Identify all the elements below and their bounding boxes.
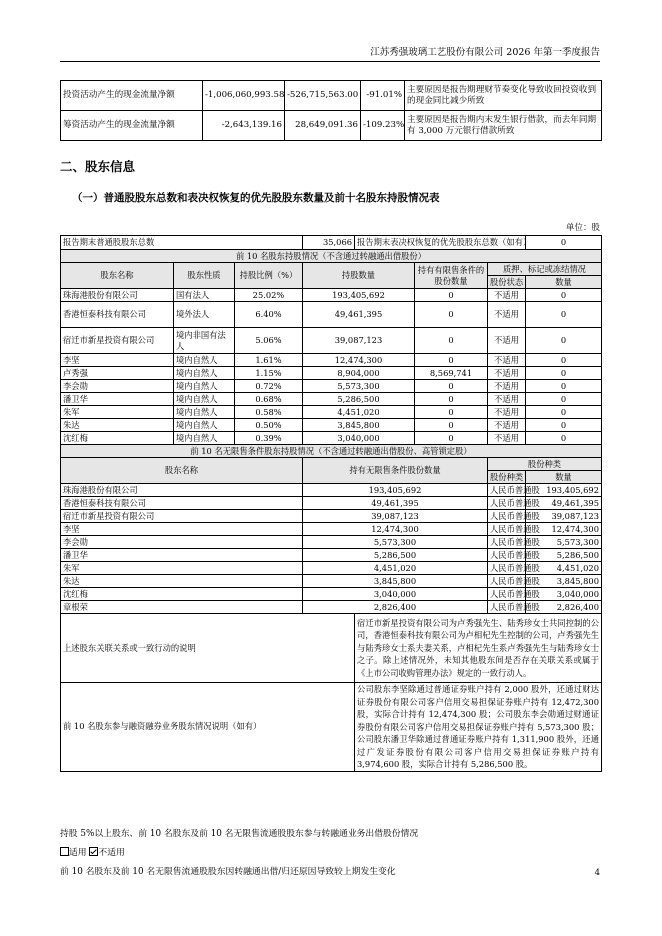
holder-qty: 39,087,123 — [303, 328, 415, 354]
holder-name: 珠海港股份有限公司 — [61, 289, 174, 302]
table-row — [61, 484, 602, 497]
holder-ratio: 1.15% — [235, 367, 303, 380]
unit-label: 单位：股 — [565, 223, 600, 233]
unrestricted-title-row — [61, 445, 602, 458]
note-change: 前 10 名股东及前 10 名无限售流通股股东因转融通出借/归还原因导致较上期发生变化 — [60, 867, 396, 877]
holder-count: 0 — [526, 393, 602, 406]
holder-restricted: 0 — [415, 354, 488, 367]
unrestricted-qty: 3,845,800 — [303, 575, 488, 588]
holder-ratio: 0.72% — [235, 380, 303, 393]
table-row — [61, 302, 602, 328]
holder-count: 0 — [526, 354, 602, 367]
holder-ratio: 6.40% — [235, 302, 303, 328]
applicable-checkbox[interactable] — [60, 847, 69, 856]
table-row — [61, 393, 602, 406]
holder-ratio: 0.39% — [235, 432, 303, 445]
holder-nature: 境内自然人 — [174, 380, 235, 393]
unrestricted-qty: 12,474,300 — [303, 523, 488, 536]
holder-status: 不适用 — [488, 328, 526, 354]
cashflow-item: 投资活动产生的现金流量净额 — [61, 81, 203, 111]
table-row — [61, 328, 602, 354]
col-header-nature: 股东性质 — [174, 263, 235, 289]
table-row — [61, 367, 602, 380]
unrestricted-name: 珠海港股份有限公司 — [61, 484, 303, 497]
col-header-name: 股东名称 — [61, 458, 303, 484]
holder-nature: 境内自然人 — [174, 419, 235, 432]
unrestricted-type: 人民币普通股 — [488, 484, 526, 497]
top10-title-row — [61, 250, 602, 263]
unrestricted-count: 12,474,300 — [526, 523, 602, 536]
holder-nature: 境内自然人 — [174, 393, 235, 406]
holder-name: 李会勋 — [61, 380, 174, 393]
unrestricted-count: 3,040,000 — [526, 588, 602, 601]
unrestricted-name: 宿迁市新星投资有限公司 — [61, 510, 303, 523]
cashflow-change: -109.23% — [361, 111, 405, 141]
cashflow-current: -2,643,139.16 — [203, 111, 285, 141]
not-applicable-checkbox[interactable] — [89, 847, 98, 856]
applicable-label: 适用 — [69, 848, 87, 858]
holder-nature: 国有法人 — [174, 289, 235, 302]
table-row — [61, 510, 602, 523]
cashflow-prior: 28,649,091.36 — [285, 111, 361, 141]
unrestricted-type: 人民币普通股 — [488, 601, 526, 614]
holder-name: 宿迁市新星投资有限公司 — [61, 328, 174, 354]
table-row — [61, 601, 602, 614]
holder-restricted: 0 — [415, 302, 488, 328]
cashflow-reason: 主要原因是报告期理财节奏变化导致收回投资收到的现金同比减少所致 — [405, 81, 602, 111]
holder-qty: 49,461,395 — [303, 302, 415, 328]
table-row — [61, 380, 602, 393]
section-subtitle: （一）普通股股东总数和表决权恢复的优先股股东数量及前十名股东持股情况表 — [72, 192, 440, 204]
unrestricted-name: 潘卫华 — [61, 549, 303, 562]
holder-count: 0 — [526, 367, 602, 380]
holder-ratio: 25.02% — [235, 289, 303, 302]
table-row — [61, 536, 602, 549]
holder-name: 潘卫华 — [61, 393, 174, 406]
holder-restricted: 0 — [415, 380, 488, 393]
top10-header-row — [61, 263, 602, 276]
col-header-count: 数量 — [526, 276, 602, 289]
table-row — [61, 562, 602, 575]
holder-count: 0 — [526, 432, 602, 445]
unrestricted-title: 前 10 名无限售条件股东持股情况（不含通过转融通出借股份、高管锁定股） — [61, 445, 602, 458]
col-header-qty: 持股数量 — [303, 263, 415, 289]
holder-qty: 8,904,000 — [303, 367, 415, 380]
col-header-restricted: 持有有限售条件的股份数量 — [415, 263, 488, 289]
margin-row — [61, 683, 602, 772]
unrestricted-count: 193,405,692 — [526, 484, 602, 497]
note-lending: 持股 5%以上股东、前 10 名股东及前 10 名无限售流通股股东参与转融通业务出借股份情况 — [60, 829, 419, 839]
holder-name: 沈红梅 — [61, 432, 174, 445]
report-header — [60, 44, 600, 62]
unrestricted-qty: 193,405,692 — [303, 484, 488, 497]
holder-ratio: 5.06% — [235, 328, 303, 354]
holder-status: 不适用 — [488, 367, 526, 380]
margin-label: 前 10 名股东参与融资融券业务股东情况说明（如有） — [61, 683, 355, 772]
holder-status: 不适用 — [488, 432, 526, 445]
not-applicable-label: 不适用 — [98, 848, 125, 858]
relations-row — [61, 614, 602, 683]
page-number: 4 — [594, 868, 600, 878]
unrestricted-qty: 5,286,500 — [303, 549, 488, 562]
holder-restricted: 0 — [415, 393, 488, 406]
unrestricted-count: 3,845,800 — [526, 575, 602, 588]
table-row — [61, 497, 602, 510]
col-header-type: 股份种类 — [488, 471, 526, 484]
holder-status: 不适用 — [488, 393, 526, 406]
unrestricted-header-row — [61, 458, 602, 471]
unrestricted-type: 人民币普通股 — [488, 497, 526, 510]
unrestricted-type: 人民币普通股 — [488, 588, 526, 601]
table-row — [61, 419, 602, 432]
unrestricted-name: 香港恒泰科技有限公司 — [61, 497, 303, 510]
unrestricted-count: 5,573,300 — [526, 536, 602, 549]
holder-ratio: 0.68% — [235, 393, 303, 406]
holder-status: 不适用 — [488, 354, 526, 367]
cashflow-item: 筹资活动产生的现金流量净额 — [61, 111, 203, 141]
unrestricted-qty: 3,040,000 — [303, 588, 488, 601]
shareholder-table — [60, 235, 602, 772]
holder-nature: 境内非国有法人 — [174, 328, 235, 354]
holder-status: 不适用 — [488, 289, 526, 302]
total-holders-value: 35,066 — [303, 236, 355, 250]
section-title: 二、股东信息 — [60, 159, 136, 174]
table-row — [61, 354, 602, 367]
pref-holders-label: 报告期末表决权恢复的优先股股东总数（如有） — [355, 236, 526, 250]
holder-count: 0 — [526, 289, 602, 302]
unrestricted-name: 朱达 — [61, 575, 303, 588]
col-header-ratio: 持股比例（%） — [235, 263, 303, 289]
holder-qty: 4,451,020 — [303, 406, 415, 419]
unrestricted-count: 49,461,395 — [526, 497, 602, 510]
cashflow-row — [61, 81, 602, 111]
holder-name: 香港恒泰科技有限公司 — [61, 302, 174, 328]
holder-qty: 5,573,300 — [303, 380, 415, 393]
holder-qty: 3,845,800 — [303, 419, 415, 432]
unrestricted-type: 人民币普通股 — [488, 575, 526, 588]
applicable-options — [60, 845, 125, 858]
holder-ratio: 0.58% — [235, 406, 303, 419]
table-row — [61, 289, 602, 302]
unrestricted-name: 李坚 — [61, 523, 303, 536]
unrestricted-name: 章根荣 — [61, 601, 303, 614]
unrestricted-type: 人民币普通股 — [488, 562, 526, 575]
col-header-type-group: 股份种类 — [488, 458, 602, 471]
holder-restricted: 0 — [415, 289, 488, 302]
unrestricted-name: 李会勋 — [61, 536, 303, 549]
unrestricted-count: 2,826,400 — [526, 601, 602, 614]
holder-restricted: 0 — [415, 419, 488, 432]
unrestricted-type: 人民币普通股 — [488, 536, 526, 549]
holder-nature: 境外法人 — [174, 302, 235, 328]
cashflow-change: -91.01% — [361, 81, 405, 111]
summary-row — [61, 236, 602, 250]
table-row — [61, 406, 602, 419]
holder-ratio: 0.50% — [235, 419, 303, 432]
holder-qty: 5,286,500 — [303, 393, 415, 406]
table-row — [61, 523, 602, 536]
table-row — [61, 432, 602, 445]
col-header-count: 数量 — [526, 471, 602, 484]
table-row — [61, 575, 602, 588]
unrestricted-qty: 49,461,395 — [303, 497, 488, 510]
holder-name: 李坚 — [61, 354, 174, 367]
holder-count: 0 — [526, 419, 602, 432]
unrestricted-qty: 2,826,400 — [303, 601, 488, 614]
holder-status: 不适用 — [488, 302, 526, 328]
unrestricted-qty: 39,087,123 — [303, 510, 488, 523]
unrestricted-type: 人民币普通股 — [488, 549, 526, 562]
holder-qty: 12,474,300 — [303, 354, 415, 367]
holder-nature: 境内自然人 — [174, 354, 235, 367]
holder-name: 朱达 — [61, 419, 174, 432]
pref-holders-value: 0 — [526, 236, 602, 250]
unrestricted-name: 朱军 — [61, 562, 303, 575]
unrestricted-qty: 5,573,300 — [303, 536, 488, 549]
holder-restricted: 8,569,741 — [415, 367, 488, 380]
col-header-status: 股份状态 — [488, 276, 526, 289]
holder-qty: 193,405,692 — [303, 289, 415, 302]
holder-status: 不适用 — [488, 380, 526, 393]
holder-restricted: 0 — [415, 432, 488, 445]
unrestricted-qty: 4,451,020 — [303, 562, 488, 575]
top10-title: 前 10 名股东持股情况（不含通过转融通出借股份） — [61, 250, 602, 263]
holder-nature: 境内自然人 — [174, 406, 235, 419]
holder-nature: 境内自然人 — [174, 367, 235, 380]
holder-status: 不适用 — [488, 406, 526, 419]
relations-text: 宿迁市新星投资有限公司为卢秀强先生、陆秀珍女士共同控制的公司，香港恒泰科技有限公司为卢相杞先生控制的公司，卢秀强先生与陆秀珍女士系夫妻关系，卢相杞先生系卢秀强先生与陆秀珍女士之子。除上述情况外，未知其他股东间是否存在关联关系或属于《上市公司收购管理办法》规定的一致行动人。 — [355, 614, 602, 683]
holder-count: 0 — [526, 380, 602, 393]
unrestricted-type: 人民币普通股 — [488, 523, 526, 536]
holder-count: 0 — [526, 302, 602, 328]
unrestricted-count: 5,286,500 — [526, 549, 602, 562]
holder-qty: 3,040,000 — [303, 432, 415, 445]
cashflow-row — [61, 111, 602, 141]
holder-name: 卢秀强 — [61, 367, 174, 380]
unrestricted-type: 人民币普通股 — [488, 510, 526, 523]
table-row — [61, 549, 602, 562]
cashflow-reason: 主要原因是报告期内末发生银行借款，而去年同期有 3,000 万元银行借款所致 — [405, 111, 602, 141]
unrestricted-count: 4,451,020 — [526, 562, 602, 575]
relations-label: 上述股东关联关系或一致行动的说明 — [61, 614, 355, 683]
report-title: 江苏秀强玻璃工艺股份有限公司 2026 年第一季度报告 — [370, 47, 600, 58]
holder-count: 0 — [526, 328, 602, 354]
table-row — [61, 588, 602, 601]
unrestricted-count: 39,087,123 — [526, 510, 602, 523]
cashflow-table — [60, 80, 602, 141]
holder-name: 朱军 — [61, 406, 174, 419]
cashflow-prior: -526,715,563.00 — [285, 81, 361, 111]
holder-nature: 境内自然人 — [174, 432, 235, 445]
unrestricted-name: 沈红梅 — [61, 588, 303, 601]
holder-restricted: 0 — [415, 328, 488, 354]
holder-ratio: 1.61% — [235, 354, 303, 367]
col-header-name: 股东名称 — [61, 263, 174, 289]
total-holders-label: 报告期末普通股股东总数 — [61, 236, 303, 250]
holder-restricted: 0 — [415, 406, 488, 419]
col-header-pledge: 质押、标记或冻结情况 — [488, 263, 602, 276]
holder-status: 不适用 — [488, 419, 526, 432]
holder-count: 0 — [526, 406, 602, 419]
cashflow-current: -1,006,060,993.58 — [203, 81, 285, 111]
margin-text: 公司股东李坚除通过普通证券账户持有 2,000 股外，还通过财达证券股份有限公司客户信用交易担保证券账户持有 12,472,300 股，实际合计持有 12,474,300 股；公司股东李会勋通过财通证券股份有限公司客户信用交易担保证券账户持有 5,573,300 股；公司股东潘卫华除通过普通证券账户持有 1,311,900 股外，还通过广发证券股份有限公司客户信用交易担保证券账户持有 3,974,600 股，实际合计持有 5,286,500 股。 — [355, 683, 602, 772]
col-header-unrestricted-qty: 持有无限售条件股份数量 — [303, 458, 488, 484]
